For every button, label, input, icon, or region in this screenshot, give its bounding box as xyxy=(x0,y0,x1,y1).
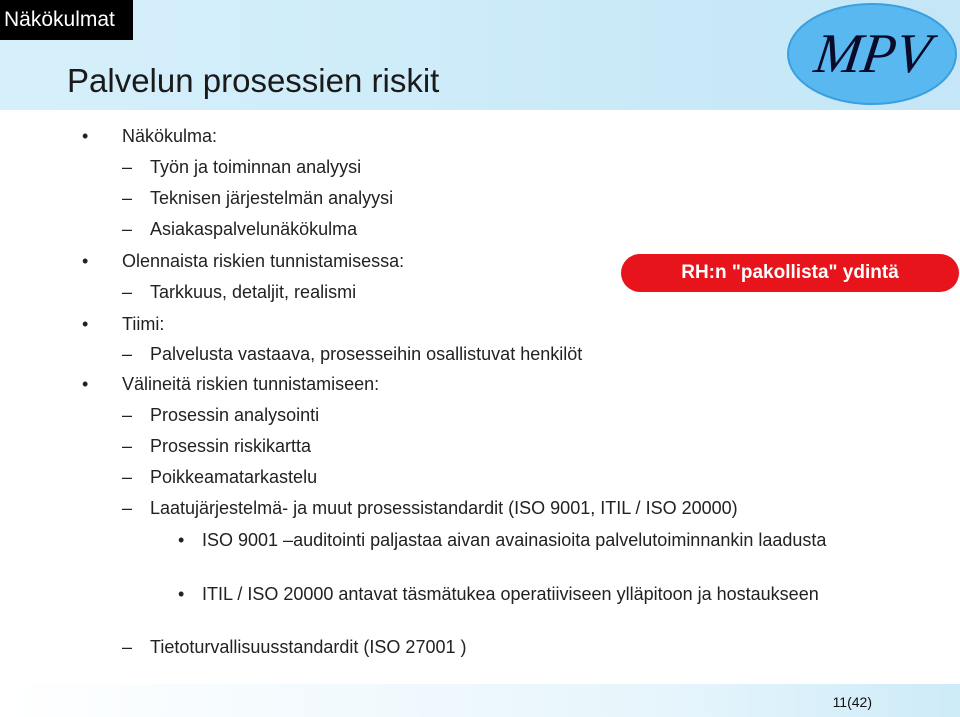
list-item: Asiakaspalvelunäkökulma xyxy=(150,219,358,239)
dash-marker: – xyxy=(122,157,133,177)
list-item: Välineitä riskien tunnistamiseen: xyxy=(122,374,380,394)
dash-marker: – xyxy=(122,467,133,487)
bullet-marker: • xyxy=(178,584,185,604)
list-item: Prosessin analysointi xyxy=(150,405,320,425)
dash-marker: – xyxy=(122,344,133,364)
list-item: Tietoturvallisuusstandardit (ISO 27001 ) xyxy=(150,637,467,657)
footer-band xyxy=(0,684,960,717)
dash-marker: – xyxy=(122,188,133,208)
list-item: Prosessin riskikartta xyxy=(150,436,312,456)
section-tag: Näkökulmat xyxy=(0,0,133,40)
bullet-marker: • xyxy=(178,530,185,550)
dash-marker: – xyxy=(122,637,133,657)
list-item: Olennaista riskien tunnistamisessa: xyxy=(122,251,405,271)
bullet-marker: • xyxy=(82,126,89,146)
list-item: Teknisen järjestelmän analyysi xyxy=(150,188,394,208)
page-title: Palvelun prosessien riskit xyxy=(67,62,440,99)
dash-marker: – xyxy=(122,436,133,456)
list-item: Palvelusta vastaava, prosesseihin osallistuvat henkilöt xyxy=(150,344,583,364)
list-item: Työn ja toiminnan analyysi xyxy=(150,157,362,177)
dash-marker: – xyxy=(122,219,133,239)
list-item: Laatujärjestelmä- ja muut prosessistandardit (ISO 9001, ITIL / ISO 20000) xyxy=(150,498,738,518)
page-number: 11(42) xyxy=(832,694,872,710)
mpv-logo xyxy=(786,2,958,106)
list-item: Tiimi: xyxy=(122,314,165,334)
dash-marker: – xyxy=(122,498,133,518)
bullet-marker: • xyxy=(82,374,89,394)
logo-text: MPV xyxy=(810,23,935,85)
bullet-marker: • xyxy=(82,251,89,271)
list-item: ITIL / ISO 20000 antavat täsmätukea operatiiviseen ylläpitoon ja hostaukseen xyxy=(202,584,819,604)
list-item: Näkökulma: xyxy=(122,126,218,146)
list-item: ISO 9001 –auditointi paljastaa aivan avainasioita palvelutoiminnankin laadusta xyxy=(202,530,827,550)
dash-marker: – xyxy=(122,282,133,302)
list-item: Poikkeamatarkastelu xyxy=(150,467,318,487)
list-item: Tarkkuus, detaljit, realismi xyxy=(150,282,357,302)
bullet-marker: • xyxy=(82,314,89,334)
callout-badge: RH:n "pakollista" ydintä xyxy=(621,254,959,292)
dash-marker: – xyxy=(122,405,133,425)
